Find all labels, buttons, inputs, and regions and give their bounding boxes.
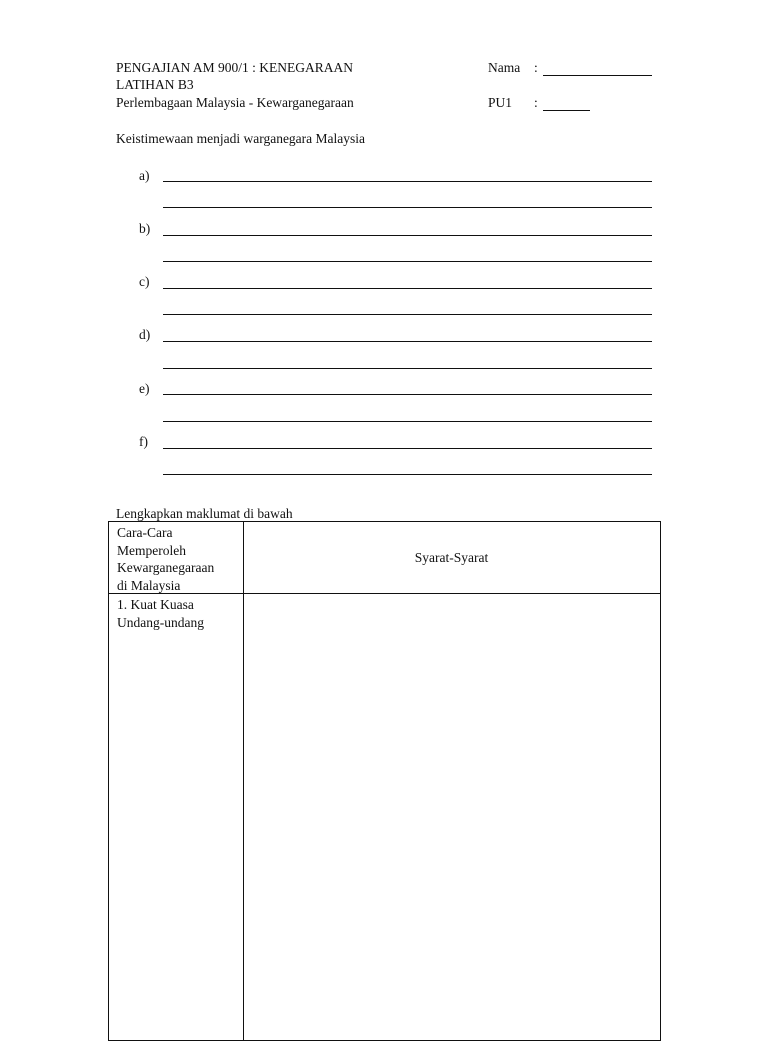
name-colon: : <box>534 60 538 75</box>
exercise-label: LATIHAN B3 <box>116 77 194 92</box>
table-column-divider <box>243 522 244 1040</box>
answer-line-b-2[interactable] <box>163 261 652 262</box>
answer-label-a: a) <box>139 168 150 183</box>
answer-line-c-1[interactable] <box>163 288 652 289</box>
answer-label-d: d) <box>139 327 151 342</box>
answer-line-b-1[interactable] <box>163 235 652 236</box>
class-field-line[interactable] <box>543 110 590 111</box>
name-field-line[interactable] <box>543 75 652 76</box>
table-row-method: 1. Kuat Kuasa Undang-undang <box>117 597 204 630</box>
answer-label-b: b) <box>139 221 151 236</box>
class-colon: : <box>534 95 538 110</box>
answer-line-a-2[interactable] <box>163 207 652 208</box>
question-privileges: Keistimewaan menjadi warganegara Malaysia <box>116 131 366 146</box>
answer-line-e-1[interactable] <box>163 394 652 395</box>
answer-label-f: f) <box>139 434 148 449</box>
table-row-requirements-cell[interactable] <box>245 595 660 1040</box>
table-instruction: Lengkapkan maklumat di bawah <box>116 506 293 521</box>
citizenship-table <box>108 521 661 1041</box>
table-header-requirements-label: Syarat-Syarat <box>414 549 489 565</box>
table-header-method: Cara-Cara Memperoleh Kewarganegaraan di Malaysia <box>117 525 215 593</box>
answer-label-c: c) <box>139 274 150 289</box>
answer-label-e: e) <box>139 381 150 396</box>
answer-line-d-2[interactable] <box>163 368 652 369</box>
name-label: Nama <box>488 60 521 75</box>
answer-line-e-2[interactable] <box>163 421 652 422</box>
class-label: PU1 <box>488 95 513 110</box>
answer-line-c-2[interactable] <box>163 314 652 315</box>
document-title: PENGAJIAN AM 900/1 : KENEGARAAN <box>116 60 354 75</box>
answer-line-f-1[interactable] <box>163 448 652 449</box>
answer-line-d-1[interactable] <box>163 341 652 342</box>
table-header-requirements <box>243 522 660 593</box>
answer-line-f-2[interactable] <box>163 474 652 475</box>
answer-line-a-1[interactable] <box>163 181 652 182</box>
topic-label: Perlembagaan Malaysia - Kewarganegaraan <box>116 95 354 110</box>
